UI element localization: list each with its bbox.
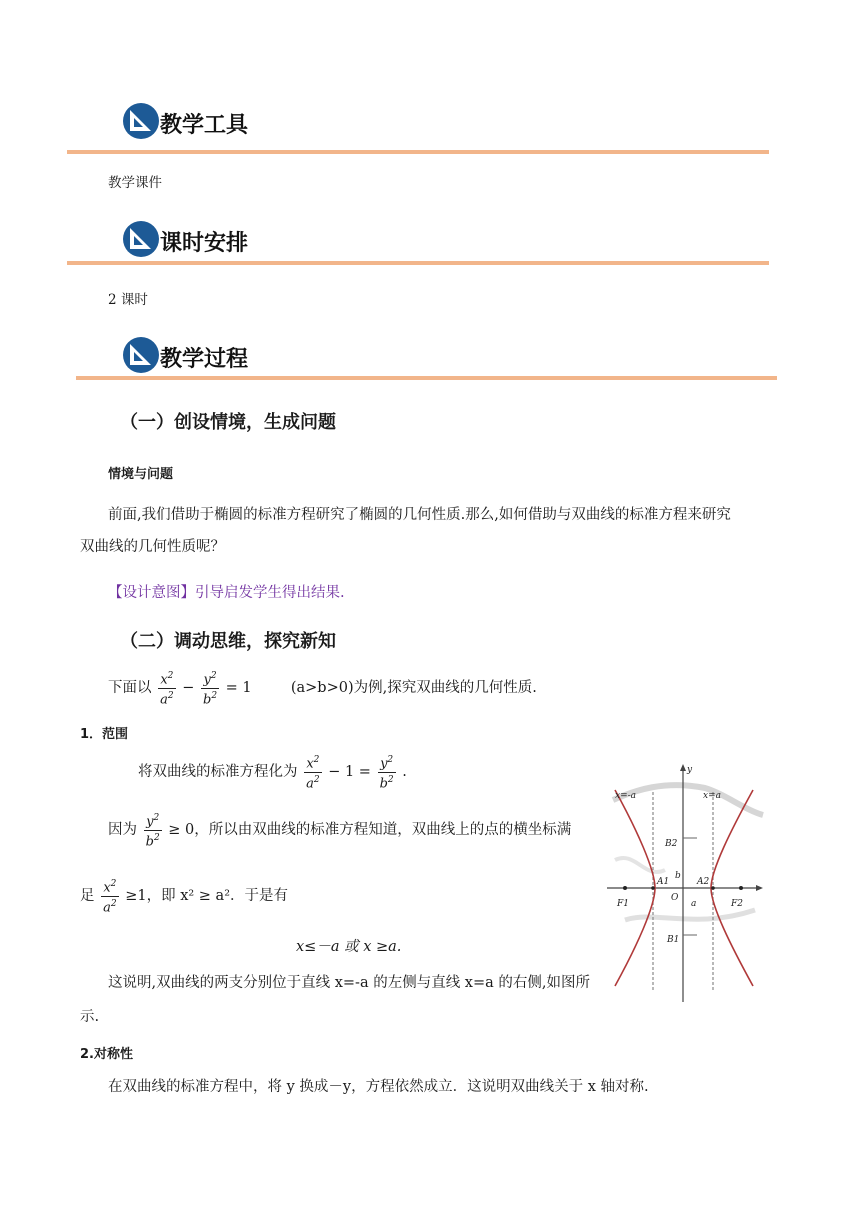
equation-fraction: $\frac{y^2}{b^2}$ xyxy=(145,813,160,849)
range-title: 1．范围 xyxy=(80,727,129,742)
label-line-left: x=-a xyxy=(615,791,637,801)
label-O: O xyxy=(671,893,679,903)
section-divider xyxy=(67,150,769,154)
range-explain-line1: 这说明,双曲线的两支分别位于直线 x=-a 的左侧与直线 x=a 的右侧,如图所 xyxy=(108,975,590,991)
vertex-point xyxy=(711,886,715,890)
design-intent-text: 引导启发学生得出结果. xyxy=(195,585,345,601)
label-F1: F1 xyxy=(617,899,629,909)
focus-point xyxy=(739,886,743,890)
situation-text-line2: 双曲线的几何性质呢？ xyxy=(80,539,225,555)
label-B2: B2 xyxy=(665,839,678,849)
intro-line: 下面以 $\frac{x^2}{a^2}$ − $\frac{y^2}{b^2}$ = 1 (a>b>0)为例,探究双曲线的几何性质. xyxy=(108,671,537,707)
label-y: y xyxy=(687,765,693,775)
situation-label: 情境与问题 xyxy=(108,467,174,482)
vertex-point xyxy=(651,886,655,890)
design-intent-label: 【设计意图】 xyxy=(108,585,195,601)
tools-content: 教学课件 xyxy=(108,175,162,191)
label-A1: A1 xyxy=(657,877,670,887)
range-line2-suffix: ≥ 0，所以由双曲线的标准方程知道，双曲线上的点的横坐标满 xyxy=(168,822,572,838)
part2-title: （二）调动思维，探究新知 xyxy=(120,631,336,652)
schedule-content: 2 课时 xyxy=(108,292,148,308)
design-intent xyxy=(108,578,345,608)
part1-title: （一）创设情境，生成问题 xyxy=(120,412,336,433)
range-line1-text: 将双曲线的标准方程化为 xyxy=(138,764,298,780)
range-line3-suffix: ≥1，即 x² ≥ a²．于是有 xyxy=(125,888,289,904)
section-divider xyxy=(76,376,777,380)
equation-fraction: $\frac{x^2}{a^2}$ xyxy=(306,755,320,791)
range-line1: 将双曲线的标准方程化为 $\frac{x^2}{a^2}$ − 1 = $\frac{y^2}{b^2}$ . xyxy=(138,755,407,791)
section-title: 教学工具 xyxy=(160,113,249,138)
situation-text-line1: 前面,我们借助于椭圆的标准方程研究了椭圆的几何性质.那么,如何借助与双曲线的标准方程来研究 xyxy=(108,507,731,523)
range-line3 xyxy=(80,876,288,916)
hyperbola-figure xyxy=(605,760,765,1010)
section-title: 教学过程 xyxy=(160,347,249,372)
section-divider xyxy=(67,261,769,265)
range-line2-prefix: 因为 xyxy=(108,822,137,838)
label-line-right: x=a xyxy=(703,791,721,801)
equation-fraction: $\frac{y^2}{b^2}$ xyxy=(202,671,218,707)
range-line2 xyxy=(108,810,571,850)
range-result: x≤－a 或 x ≥a. xyxy=(296,939,402,955)
triangle-ruler-icon xyxy=(122,336,160,374)
section-title: 课时安排 xyxy=(160,231,249,256)
triangle-ruler-icon xyxy=(122,220,160,258)
equation-fraction: $\frac{y^2}{b^2}$ xyxy=(379,755,394,791)
symmetry-title: 2.对称性 xyxy=(80,1047,133,1062)
triangle-ruler-icon xyxy=(122,102,160,140)
equation-fraction: $\frac{x^2}{a^2}$ xyxy=(103,879,117,915)
range-explain-line2: 示. xyxy=(80,1009,100,1025)
intro-condition: (a>b>0)为例,探究双曲线的几何性质. xyxy=(290,680,537,696)
equation-fraction: $\frac{x^2}{a^2}$ xyxy=(160,671,174,707)
label-b: b xyxy=(675,871,681,881)
focus-point xyxy=(623,886,627,890)
label-F2: F2 xyxy=(731,899,743,909)
intro-prefix: 下面以 xyxy=(108,680,152,696)
range-line3-prefix: 足 xyxy=(80,888,95,904)
label-a: a xyxy=(691,899,697,909)
label-A2: A2 xyxy=(697,877,710,887)
label-B1: B1 xyxy=(667,935,680,945)
symmetry-text: 在双曲线的标准方程中，将 y 换成－y，方程依然成立．这说明双曲线关于 x 轴对称. xyxy=(108,1079,649,1095)
